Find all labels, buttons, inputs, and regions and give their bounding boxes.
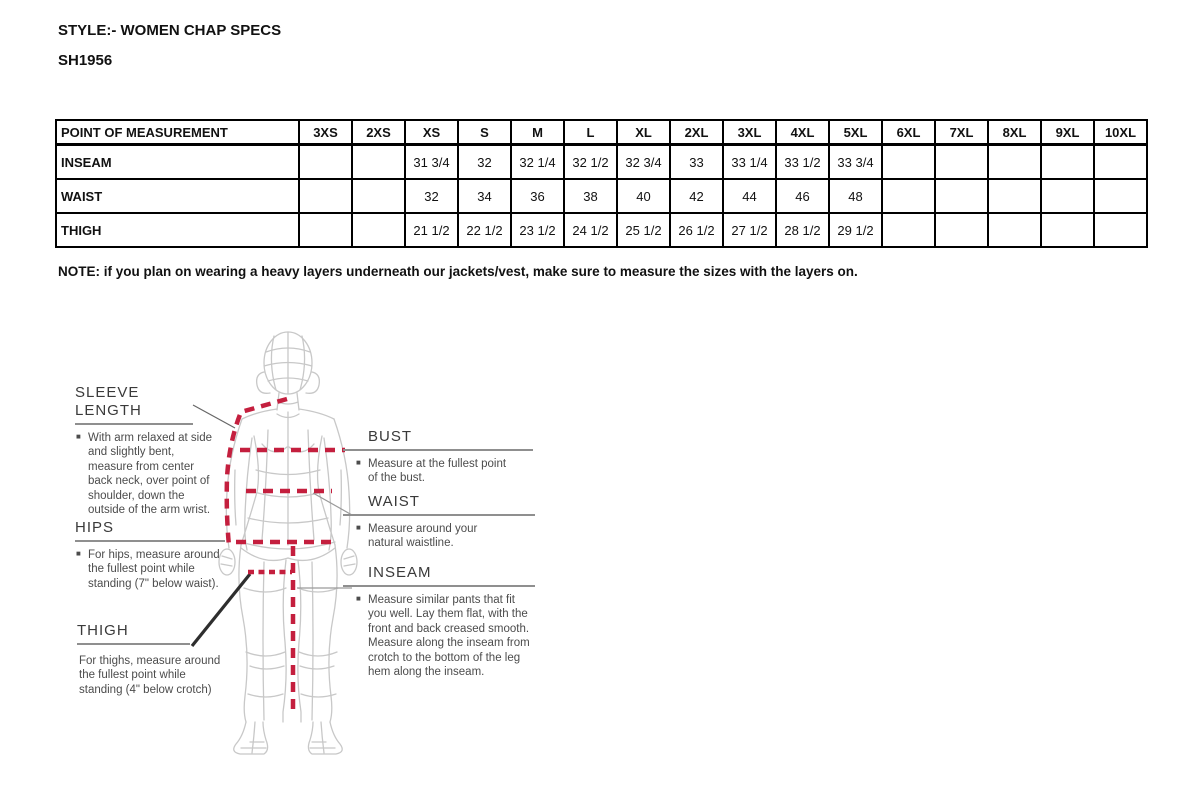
size-cell: 21 1/2: [405, 213, 458, 247]
size-cell: 23 1/2: [511, 213, 564, 247]
size-cell: 33: [670, 145, 723, 180]
col-header-size: 4XL: [776, 120, 829, 145]
size-cell: 32 1/4: [511, 145, 564, 180]
row-label: WAIST: [56, 179, 299, 213]
col-header-size: 9XL: [1041, 120, 1094, 145]
guide-section-sleeve-length: [75, 384, 220, 518]
col-header-size: M: [511, 120, 564, 145]
guide-title-hips: HIPS: [75, 519, 225, 542]
size-cell: 38: [564, 179, 617, 213]
size-cell: 28 1/2: [776, 213, 829, 247]
size-cell: 33 3/4: [829, 145, 882, 180]
guide-desc-bust: ■ Measure at the fullest point of the bust.: [356, 458, 507, 485]
bullet-square-icon: ■: [356, 523, 361, 532]
size-cell: 44: [723, 179, 776, 213]
col-header-size: L: [564, 120, 617, 145]
bullet-square-icon: ■: [76, 549, 81, 558]
size-cell: 26 1/2: [670, 213, 723, 247]
guide-section-inseam: [343, 564, 535, 680]
guide-section-waist: [343, 493, 535, 551]
size-cell: 32: [458, 145, 511, 180]
size-cell: 32: [405, 179, 458, 213]
size-cell: 40: [617, 179, 670, 213]
col-header-size: XL: [617, 120, 670, 145]
size-cell: 32 1/2: [564, 145, 617, 180]
size-cell: 27 1/2: [723, 213, 776, 247]
size-cell: 24 1/2: [564, 213, 617, 247]
guide-title-sleeve-length: SLEEVE LENGTH: [75, 384, 193, 425]
col-header-size: 6XL: [882, 120, 935, 145]
size-cell: 36: [511, 179, 564, 213]
size-cell: 46: [776, 179, 829, 213]
size-cell: 48: [829, 179, 882, 213]
col-header-size: S: [458, 120, 511, 145]
col-header-size: 5XL: [829, 120, 882, 145]
row-label: INSEAM: [56, 145, 299, 180]
size-cell: 32 3/4: [617, 145, 670, 180]
guide-desc-hips: ■ For hips, measure around the fullest point while standing (7" below waist).: [76, 549, 220, 590]
col-header-point-of-measurement: POINT OF MEASUREMENT: [56, 120, 299, 145]
guide-section-hips: [75, 519, 230, 591]
size-cell: 22 1/2: [458, 213, 511, 247]
guide-section-bust: [343, 428, 533, 486]
layering-note: NOTE: if you plan on wearing a heavy layers underneath our jackets/vest, make sure to measure the sizes with the layers on.: [58, 264, 858, 279]
col-header-size: 10XL: [1094, 120, 1147, 145]
bullet-square-icon: ■: [356, 458, 361, 467]
bullet-square-icon: ■: [76, 432, 81, 441]
size-cell: 42: [670, 179, 723, 213]
guide-desc-sleeve-length: ■ With arm relaxed at side and slightly bent, measure from center back neck, over point of shoulder, down the outside of the arm wrist.: [76, 432, 212, 517]
bullet-square-icon: ■: [356, 594, 361, 603]
col-header-size: 2XS: [352, 120, 405, 145]
size-cell: 31 3/4: [405, 145, 458, 180]
col-header-size: 3XS: [299, 120, 352, 145]
size-cell: 25 1/2: [617, 213, 670, 247]
guide-title-thigh: THIGH: [77, 622, 190, 645]
size-cell: 29 1/2: [829, 213, 882, 247]
col-header-size: XS: [405, 120, 458, 145]
size-cell: 34: [458, 179, 511, 213]
col-header-size: 3XL: [723, 120, 776, 145]
guide-desc-waist: ■ Measure around your natural waistline.: [356, 523, 478, 550]
style-code: SH1956: [58, 52, 113, 69]
guide-title-inseam: INSEAM: [343, 564, 535, 587]
col-header-size: 8XL: [988, 120, 1041, 145]
row-label: THIGH: [56, 213, 299, 247]
guide-title-waist: WAIST: [343, 493, 535, 516]
style-title: STYLE:- WOMEN CHAP SPECS: [58, 22, 282, 39]
guide-title-bust: BUST: [343, 428, 533, 451]
guide-desc-inseam: ■ Measure similar pants that fit you well. Lay them flat, with the front and back creased smooth. Measure along the inseam from crotch to the bottom of the leg hem along the inseam.: [356, 594, 530, 679]
guide-section-thigh: [77, 622, 229, 697]
size-cell: 33 1/2: [776, 145, 829, 180]
guide-desc-thigh: For thighs, measure around the fullest point while standing (4" below crotch): [79, 655, 221, 696]
col-header-size: 7XL: [935, 120, 988, 145]
size-cell: 33 1/4: [723, 145, 776, 180]
col-header-size: 2XL: [670, 120, 723, 145]
